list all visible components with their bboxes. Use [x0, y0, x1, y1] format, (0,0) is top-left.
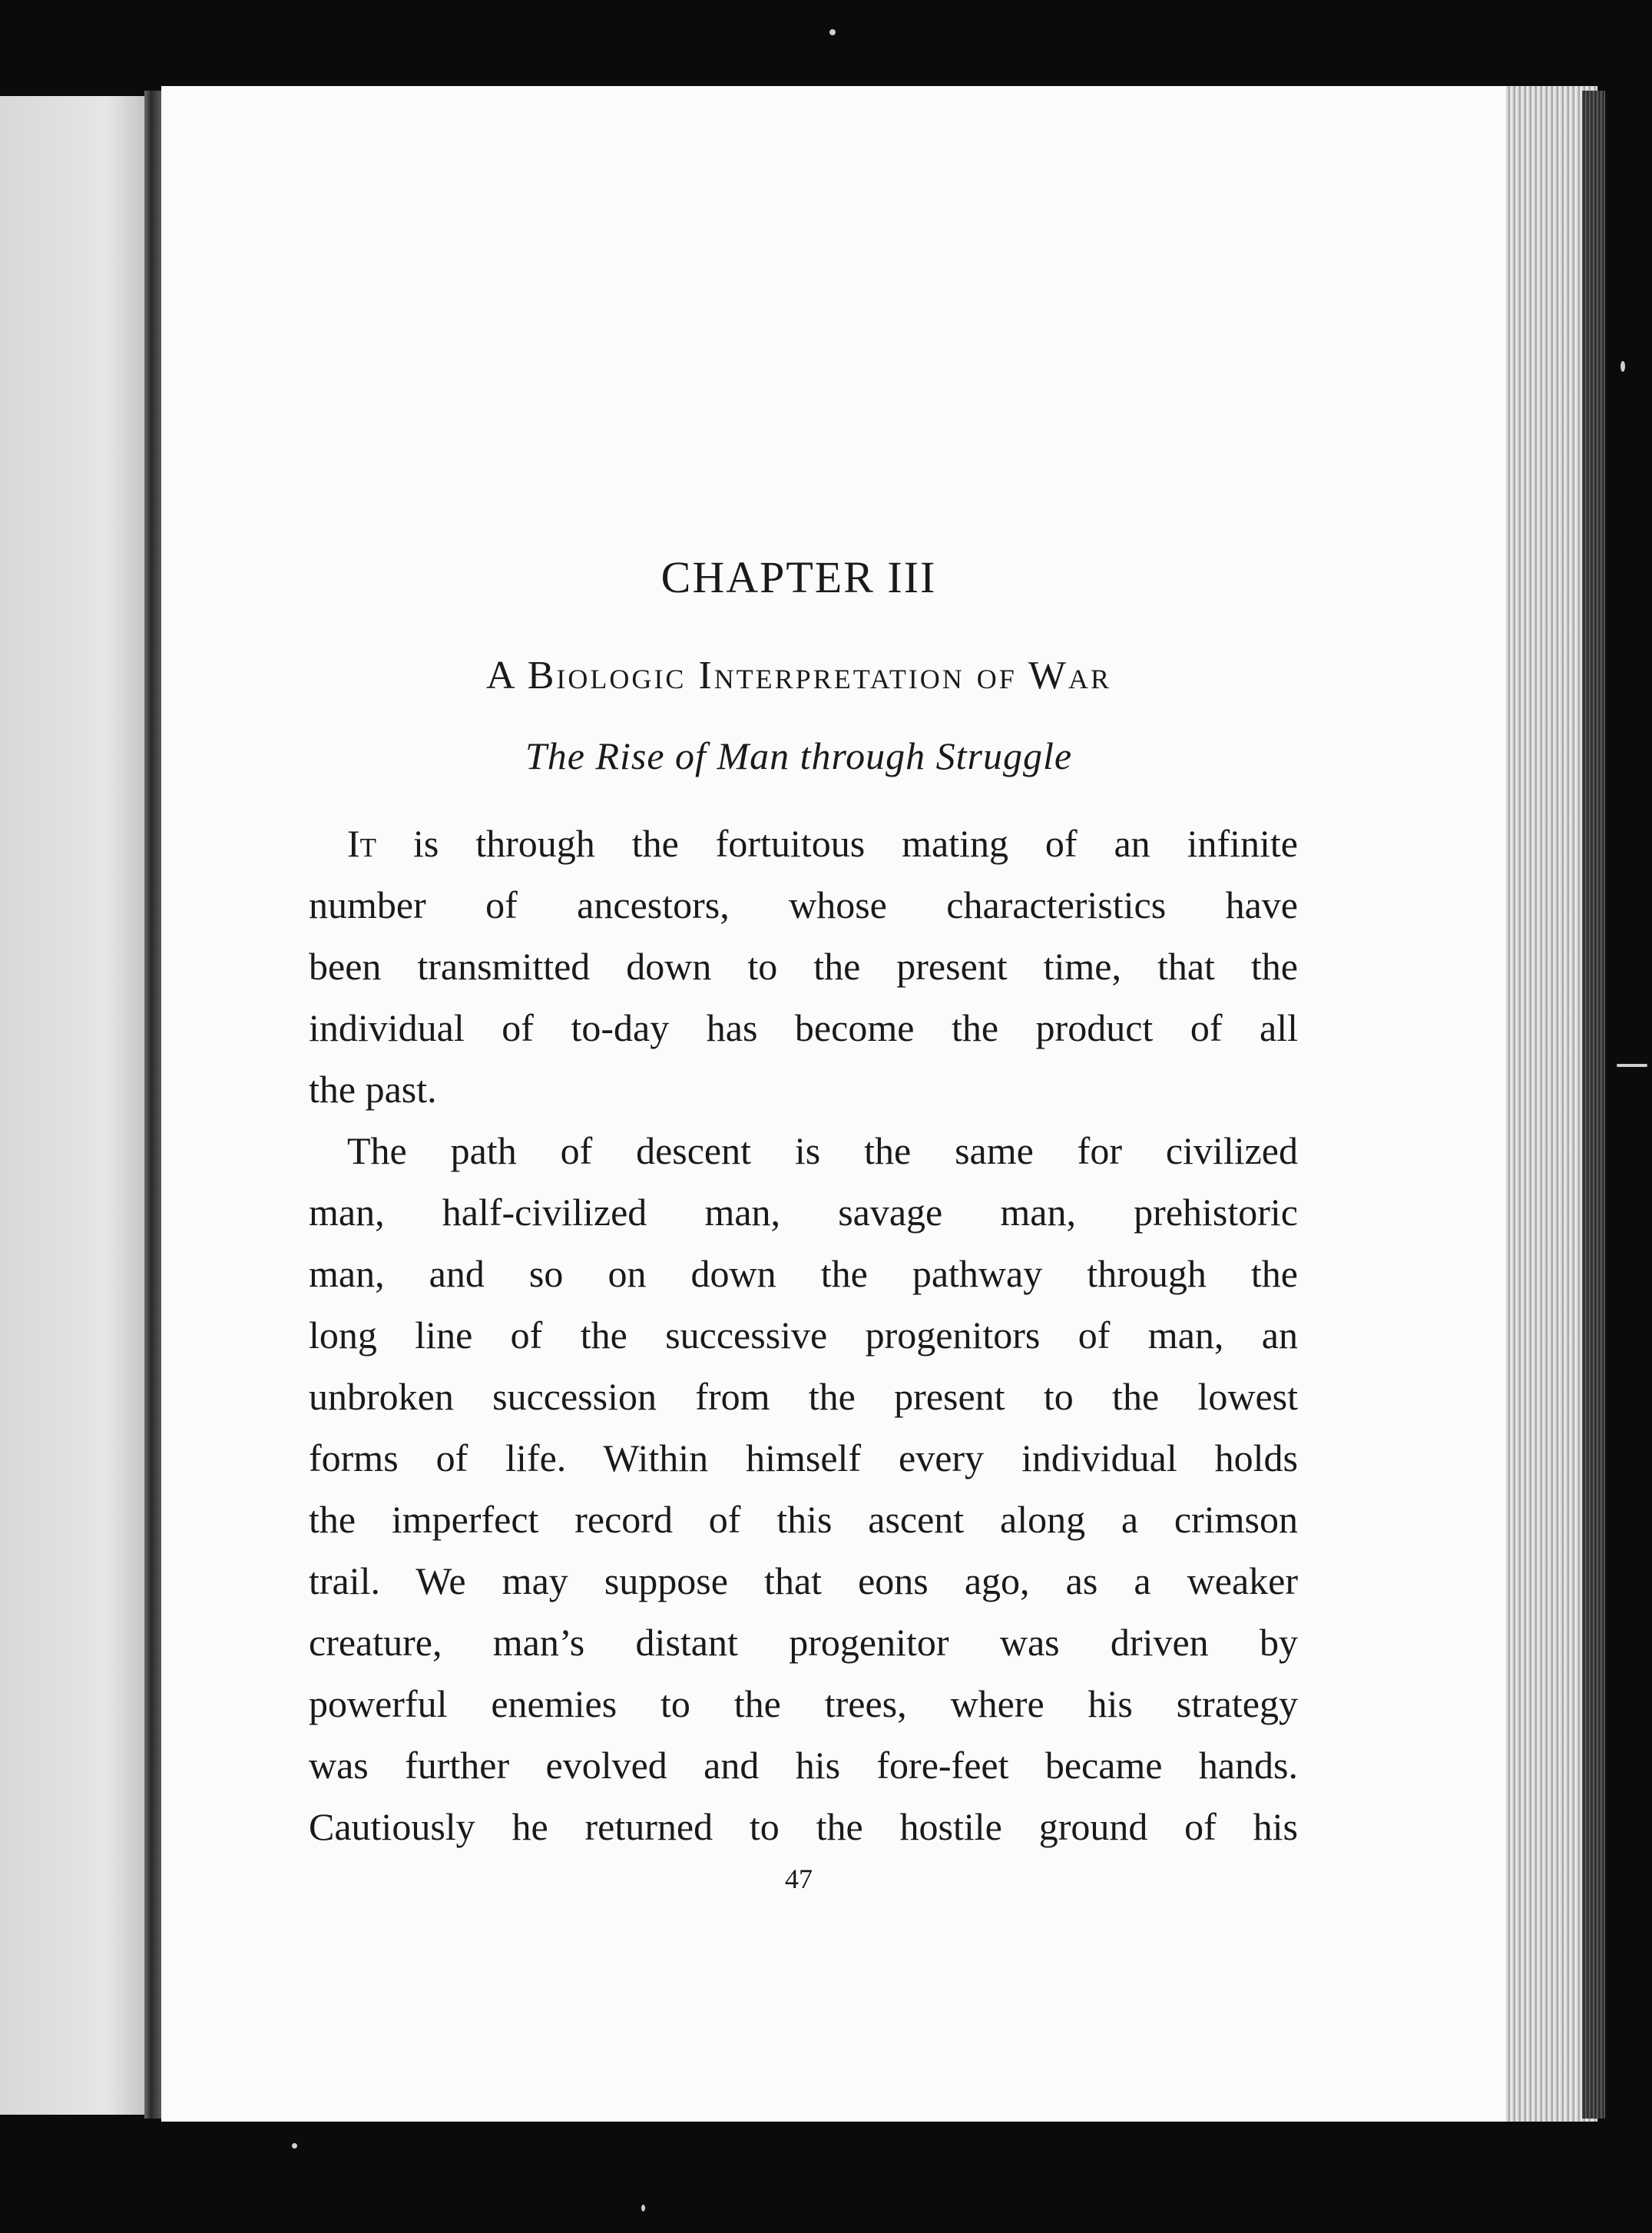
- chapter-title: CHAPTER III: [660, 552, 937, 602]
- paragraph-line: creature, man’s distant progenitor was driven by: [309, 1621, 1298, 1664]
- left-page-edge: [0, 96, 154, 2115]
- dust-speck: [641, 2205, 645, 2211]
- dust-speck: [1617, 1064, 1647, 1067]
- paragraph-line-text: is through the fortuitous mating of an infinite: [376, 822, 1298, 865]
- page-number: 47: [785, 1864, 813, 1894]
- paragraph-line: man, and so on down the pathway through the: [309, 1252, 1298, 1295]
- paragraph-line: [347, 813, 1298, 874]
- paragraph-line: was further evolved and his fore-feet became hands.: [309, 1744, 1298, 1787]
- dust-speck: [829, 29, 836, 35]
- section-title: A Biologic Interpretation of War: [486, 654, 1111, 697]
- subtitle: The Rise of Man through Struggle: [525, 734, 1073, 777]
- paragraph-line: the imperfect record of this ascent along a crimson: [309, 1498, 1298, 1541]
- paragraph-line: trail. We may suppose that eons ago, as a weaker: [309, 1559, 1298, 1602]
- paragraph-line: forms of life. Within himself every individual holds: [309, 1436, 1298, 1479]
- paragraph-line: unbroken succession from the present to the lowest: [309, 1375, 1298, 1418]
- paragraph-line: man, half-civilized man, savage man, prehistoric: [309, 1191, 1298, 1234]
- paragraph-line: individual of to-day has become the product of all: [309, 1006, 1298, 1049]
- paragraph-line: been transmitted down to the present time, that the: [309, 945, 1298, 988]
- paragraph-line: long line of the successive progenitors of man, an: [309, 1314, 1298, 1357]
- book-gutter: [144, 91, 161, 2119]
- dust-speck: [1621, 361, 1625, 372]
- paragraph-line: Cautiously he returned to the hostile ground of his: [309, 1805, 1298, 1848]
- paragraph-lead-word: It: [347, 822, 377, 865]
- paragraph-line: powerful enemies to the trees, where his strategy: [309, 1682, 1298, 1725]
- paragraph-line: The path of descent is the same for civilized: [347, 1129, 1298, 1172]
- paragraph-line: number of ancestors, whose characteristics have: [309, 883, 1298, 926]
- page-edges-shadow: [1582, 91, 1605, 2119]
- dust-speck: [292, 2143, 297, 2149]
- paragraph-line: the past.: [309, 1068, 437, 1111]
